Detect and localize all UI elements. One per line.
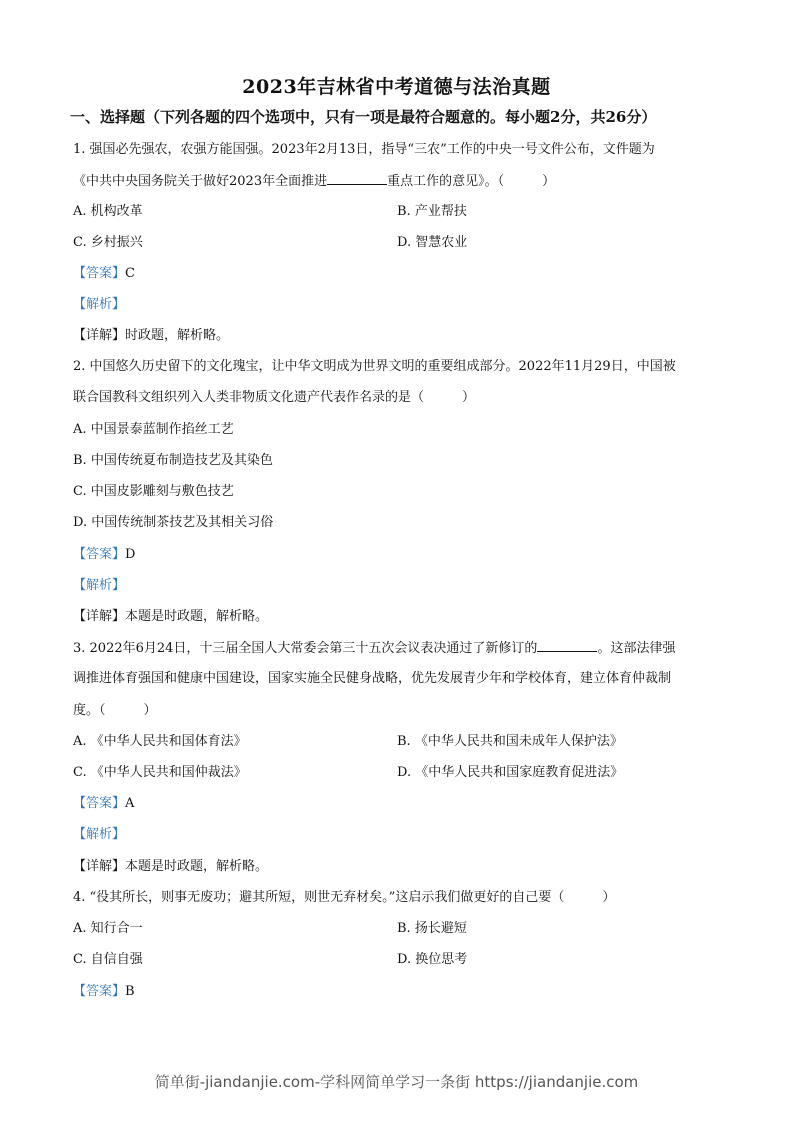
question-3-analysis xyxy=(73,826,125,844)
answer-label: 答案 xyxy=(86,984,113,999)
analysis-label: 解析 xyxy=(86,578,113,593)
question-2-answer xyxy=(73,546,135,564)
question-1-option-a: A. 机构改革 xyxy=(73,204,143,219)
bracket: 【 xyxy=(73,266,87,281)
question-4-option-b: B. 扬长避短 xyxy=(397,921,467,936)
question-1-analysis xyxy=(73,296,125,314)
question-4-option-a: A. 知行合一 xyxy=(73,921,143,936)
question-3-stem-line2: 调推进体育强国和健康中国建设，国家实施全民健身战略，优先发展青少年和学校体育，建立体育仲裁制 xyxy=(73,671,672,686)
bracket: 】 xyxy=(112,984,126,999)
question-2-option-b: B. 中国传统夏布制造技艺及其染色 xyxy=(73,453,273,468)
footer-watermark: 简单街-jiandanjie.com-学科网简单学习一条街 https://jiandanjie.com xyxy=(154,1073,639,1091)
question-1-option-c: C. 乡村振兴 xyxy=(73,235,143,250)
bracket: 【 xyxy=(73,547,87,562)
question-4-option-c: C. 自信自强 xyxy=(73,952,143,967)
question-3-detail xyxy=(73,858,268,876)
detail-label: 【详解】 xyxy=(73,328,126,343)
section-heading: 一、选择题（下列各题的四个选项中，只有一项是最符合题意的。每小题2分，共26分） xyxy=(70,108,657,126)
bracket: 】 xyxy=(112,266,126,281)
answer-value: B xyxy=(125,984,135,999)
question-3-option-a: A. 《中华人民共和国体育法》 xyxy=(73,734,247,749)
detail-text: 本题是时政题，解析略。 xyxy=(125,859,269,874)
stem-text: 重点工作的意见》。（ xyxy=(387,174,505,189)
detail-label: 【详解】 xyxy=(73,859,126,874)
question-3-option-c: C. 《中华人民共和国仲裁法》 xyxy=(73,765,247,780)
question-2-analysis xyxy=(73,577,125,595)
answer-value: D xyxy=(125,547,136,562)
bracket: 【 xyxy=(73,297,87,312)
question-3-stem-line3 xyxy=(73,702,157,720)
question-1-answer xyxy=(73,265,135,283)
question-4-stem-line1 xyxy=(73,889,615,907)
paren-close: ） xyxy=(462,390,476,405)
stem-text: 4. “役其所长，则事无废功；避其所短，则世无弃材矣。”这启示我们做更好的自己要（ xyxy=(73,890,565,905)
detail-text: 本题是时政题，解析略。 xyxy=(125,609,269,624)
fill-blank xyxy=(327,172,387,185)
question-2-option-d: D. 中国传统制茶技艺及其相关习俗 xyxy=(73,515,274,530)
stem-text: 《中共中央国务院关于做好2023年全面推进 xyxy=(73,174,328,189)
stem-text: 联合国教科文组织列入人类非物质文化遗产代表作名录的是（ xyxy=(73,390,425,405)
bracket: 【 xyxy=(73,796,87,811)
bracket: 】 xyxy=(112,578,126,593)
question-3-option-d: D. 《中华人民共和国家庭教育促进法》 xyxy=(397,765,624,780)
detail-label: 【详解】 xyxy=(73,609,126,624)
page-title: 2023年吉林省中考道德与法治真题 xyxy=(242,76,551,98)
question-2-stem-line2 xyxy=(73,389,475,407)
detail-text: 时政题，解析略。 xyxy=(125,328,230,343)
question-2-option-a: A. 中国景泰蓝制作掐丝工艺 xyxy=(73,422,234,437)
answer-label: 答案 xyxy=(86,266,113,281)
bracket: 】 xyxy=(112,547,126,562)
stem-text: 3. 2022年6月24日，十三届全国人大常委会第三十五次会议表决通过了新修订的 xyxy=(73,641,538,656)
bracket: 】 xyxy=(112,796,126,811)
answer-value: A xyxy=(125,796,135,811)
question-2-option-c: C. 中国皮影雕刻与敷色技艺 xyxy=(73,484,234,499)
bracket: 】 xyxy=(112,297,126,312)
question-1-stem-line1: 1. 强国必先强农，农强方能国强。2023年2月13日，指导“三农”工作的中央一号文件公布，文件题为 xyxy=(73,142,655,157)
question-3-stem-line1 xyxy=(73,639,675,658)
bracket: 】 xyxy=(112,827,126,842)
question-3-answer xyxy=(73,795,134,813)
paren-close: ） xyxy=(602,890,616,905)
stem-text: 。这部法律强 xyxy=(597,641,676,656)
analysis-label: 解析 xyxy=(86,827,113,842)
question-2-stem-line1: 2. 中国悠久历史留下的文化瑰宝，让中华文明成为世界文明的重要组成部分。2022年11月29日，中国被 xyxy=(73,359,676,374)
fill-blank xyxy=(537,639,597,652)
analysis-label: 解析 xyxy=(86,297,113,312)
question-3-option-b: B. 《中华人民共和国未成年人保护法》 xyxy=(397,734,623,749)
paren-close: ） xyxy=(143,703,157,718)
question-1-stem-line2 xyxy=(73,172,555,191)
answer-label: 答案 xyxy=(86,547,113,562)
question-1-option-b: B. 产业帮扶 xyxy=(397,204,467,219)
question-4-option-d: D. 换位思考 xyxy=(397,952,468,967)
stem-text: 度。（ xyxy=(73,703,106,718)
question-4-answer xyxy=(73,983,135,1001)
question-1-detail xyxy=(73,327,229,345)
answer-value: C xyxy=(125,266,135,281)
paren-close: ） xyxy=(542,174,556,189)
bracket: 【 xyxy=(73,827,87,842)
bracket: 【 xyxy=(73,984,87,999)
answer-label: 答案 xyxy=(86,796,113,811)
question-1-option-d: D. 智慧农业 xyxy=(397,235,468,250)
bracket: 【 xyxy=(73,578,87,593)
question-2-detail xyxy=(73,608,268,626)
